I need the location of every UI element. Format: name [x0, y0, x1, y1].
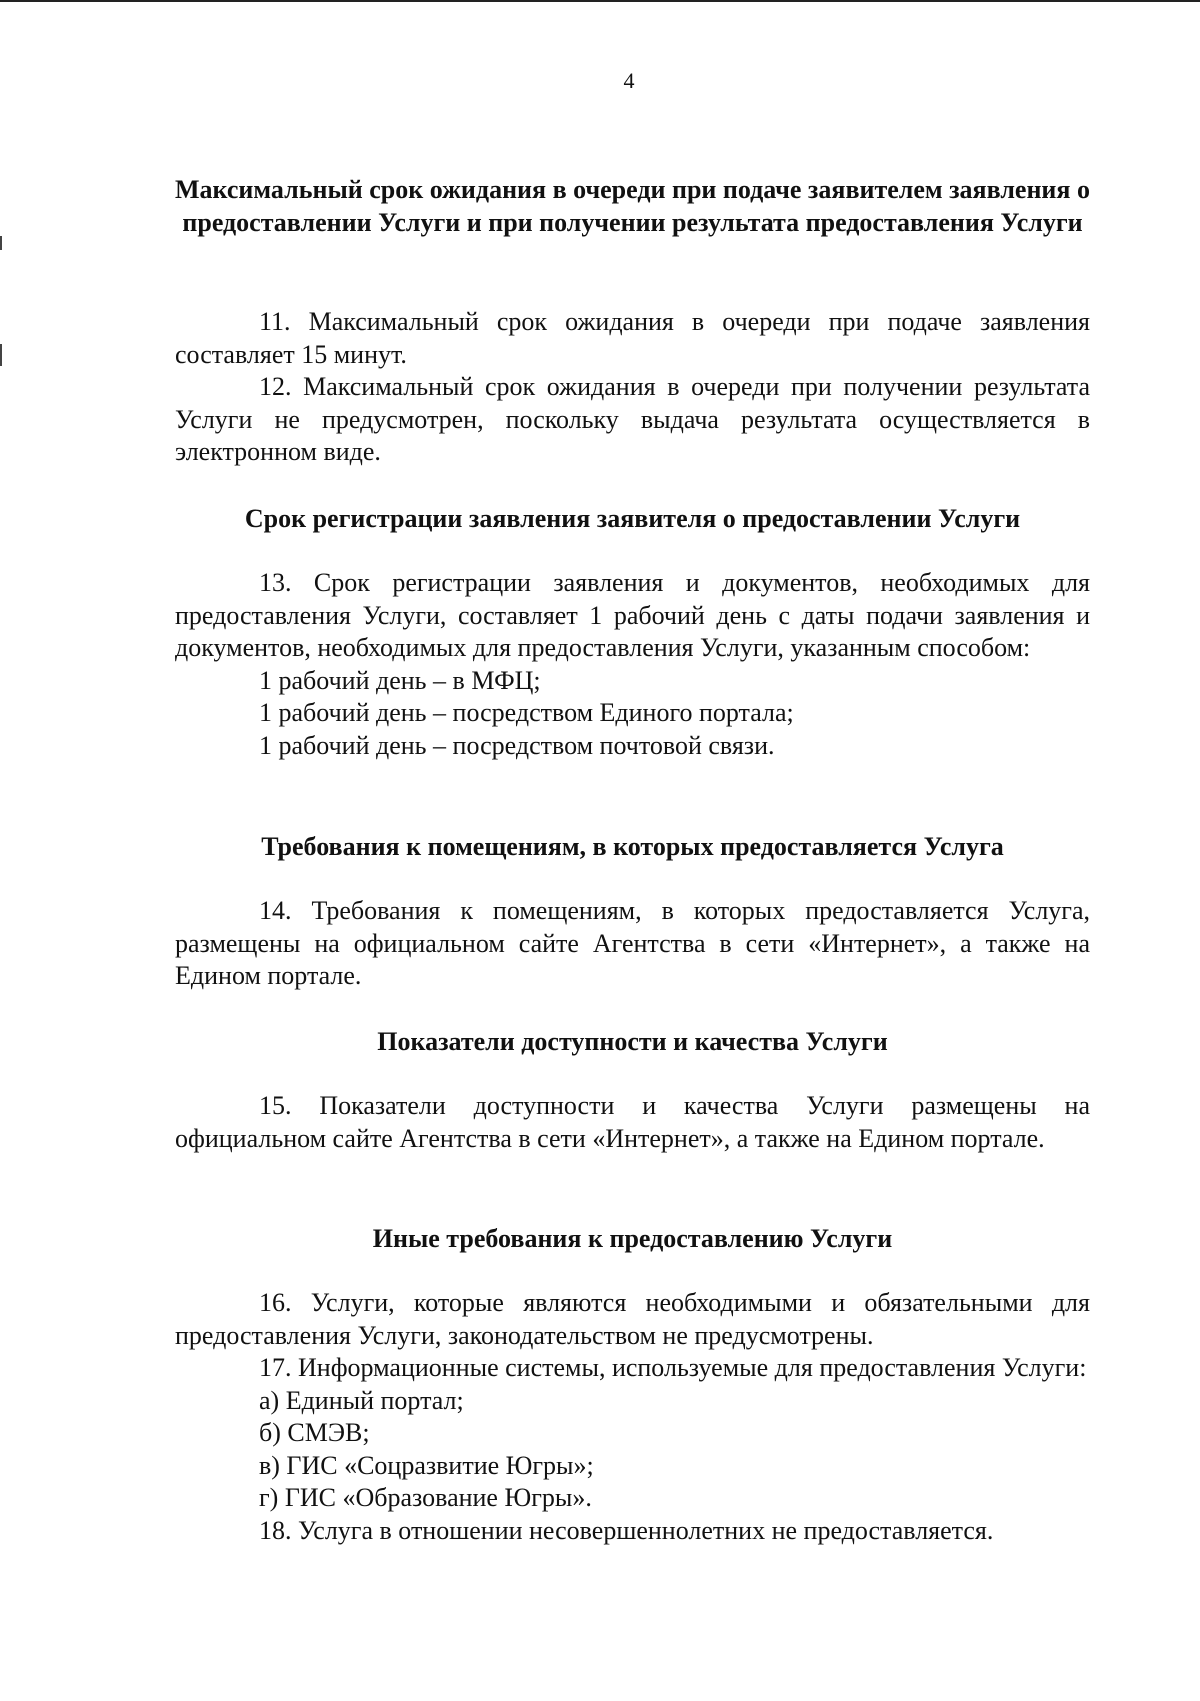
- list-item: б) СМЭВ;: [259, 1418, 370, 1447]
- list-item: 1 рабочий день – в МФЦ;: [259, 665, 541, 695]
- section-heading: [175, 174, 1090, 239]
- section-heading: [175, 1026, 1090, 1059]
- section-heading: [175, 503, 1090, 536]
- paragraph-15: 15. Показатели доступности и качества Услуги размещены на официальном сайте Агентства в сети «Интернет», а также на Едином портале.: [175, 1091, 1090, 1153]
- list-item: г) ГИС «Образование Югры».: [259, 1483, 592, 1512]
- section-body: [175, 306, 1090, 469]
- paragraph-12: 12. Максимальный срок ожидания в очереди при получении результата Услуги не предусмотрен, поскольку выдача результата осуществляется в электронном виде.: [175, 372, 1090, 466]
- scan-margin-mark: [0, 236, 2, 250]
- heading-registration-term: Срок регистрации заявления заявителя о предоставлении Услуги: [244, 504, 1021, 533]
- paragraph-16: 16. Услуги, которые являются необходимыми и обязательными для предоставления Услуги, законодательством не предусмотрены.: [175, 1288, 1090, 1350]
- list-item: а) Единый портал;: [259, 1385, 464, 1415]
- section-heading: [175, 1223, 1090, 1256]
- paragraph-18: 18. Услуга в отношении несовершеннолетних не предоставляется.: [259, 1515, 994, 1545]
- heading-quality-indicators: Показатели доступности и качества Услуги: [377, 1027, 888, 1056]
- section-heading: [175, 831, 1090, 864]
- list-item: в) ГИС «Соцразвитие Югры»;: [259, 1450, 594, 1480]
- list-item: 1 рабочий день – посредством Единого портала;: [259, 698, 794, 727]
- section-body: [175, 1287, 1090, 1547]
- heading-other-requirements: Иные требования к предоставлению Услуги: [372, 1224, 893, 1253]
- paragraph-17: 17. Информационные системы, используемые для предоставления Услуги:: [259, 1353, 1087, 1382]
- paragraph-11: 11. Максимальный срок ожидания в очереди при подаче заявления составляет 15 минут.: [175, 307, 1090, 369]
- paragraph-13: 13. Срок регистрации заявления и документов, необходимых для предоставления Услуги, составляет 1 рабочий день с даты подачи заявления и документов, необходимых для предоставления Услуги, указанным способом:: [175, 568, 1090, 662]
- scan-top-edge: [0, 0, 1200, 2]
- page-number: 4: [623, 68, 635, 93]
- section-body: [175, 567, 1090, 762]
- paragraph-14: 14. Требования к помещениям, в которых предоставляется Услуга, размещены на официальном сайте Агентства в сети «Интернет», а также на Едином портале.: [175, 896, 1090, 990]
- section-body: [175, 895, 1090, 993]
- heading-premises-requirements: Требования к помещениям, в которых предоставляется Услуга: [261, 832, 1004, 861]
- scan-margin-mark: [0, 344, 2, 366]
- section-body: [175, 1090, 1090, 1155]
- heading-max-wait-time: Максимальный срок ожидания в очереди при подаче заявителем заявления о предоставлении Услуги и при получении результата предоставления Услуги: [175, 175, 1090, 237]
- list-item: 1 рабочий день – посредством почтовой связи.: [259, 730, 775, 760]
